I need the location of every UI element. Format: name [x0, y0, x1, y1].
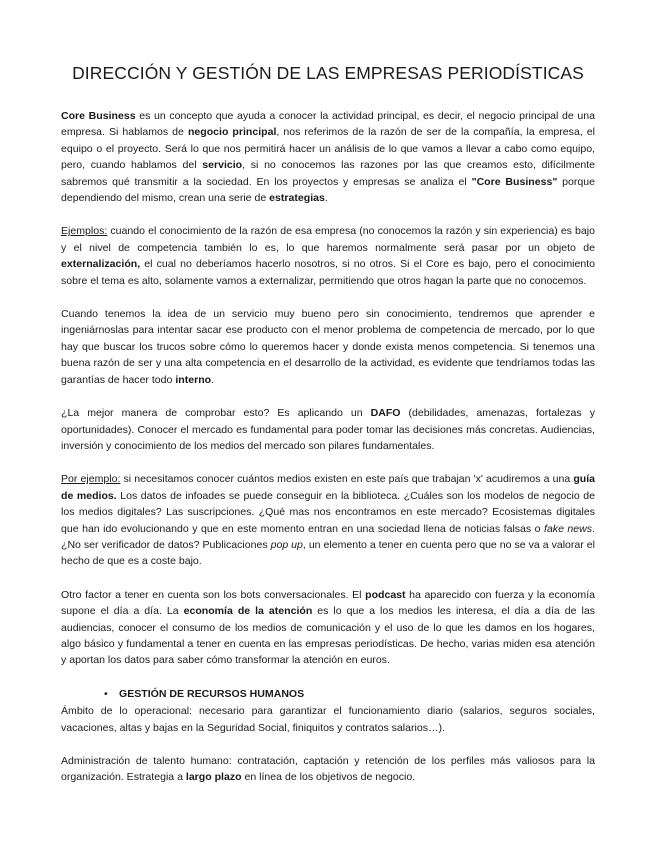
italic-text: pop up — [270, 538, 303, 551]
body-text: ¿La mejor manera de comprobar esto? Es aplicando un — [61, 407, 371, 420]
bold-text: guía de medios. — [61, 473, 595, 502]
body-text: . ¿No ser verificador de datos? Publicaciones — [61, 522, 595, 551]
body-text: . — [211, 373, 215, 386]
body-text: Administración de talento humano: contratación, captación y retención de los perfiles más valiosos para la organización. Estrategia a — [61, 755, 595, 784]
body-text: es un concepto que ayuda a conocer la actividad principal, es decir, el negocio principal de una empresa. Si hablamos de — [61, 110, 595, 139]
bold-text: Core Business — [61, 110, 136, 122]
section-heading-recursos-humanos — [61, 686, 595, 702]
paragraph-ambito-operacional — [61, 703, 595, 736]
paragraph-bots — [61, 587, 595, 669]
paragraph-talento-humano — [61, 753, 595, 786]
bold-text: "Core Business" — [471, 175, 558, 188]
bold-text: largo plazo — [185, 771, 242, 784]
page-title: DIRECCIÓN Y GESTIÓN DE LAS EMPRESAS PERIODÍSTICAS — [72, 63, 584, 83]
paragraph-servicio — [61, 306, 595, 388]
bold-text: negocio principal — [187, 126, 277, 139]
body-text: es lo que a los medios les interesa, el día a día de las audiencias, conocer el consumo de los medios de comunicación y el uso de lo que les damos en los hogares, algo básico y fundamental a tener en cuenta en las empresas periodísticas. De hecho, varias miden esa atención y aportan los datos para saber cómo transformar la atención en euros. — [61, 605, 595, 667]
body-text: Otro factor a tener en cuenta son los bots conversacionales. El — [61, 588, 366, 601]
section-heading-label: GESTIÓN DE RECURSOS HUMANOS — [119, 687, 305, 700]
paragraph-dafo — [61, 405, 595, 454]
body-text: porque dependiendo del mismo, crean una serie de — [61, 175, 595, 205]
underlined-label: Ejemplos: — [61, 225, 108, 238]
body-text: si necesitamos conocer cuántos medios existen en este país que trabajan 'x' acudiremos a una — [120, 473, 574, 486]
bold-text: economía de la atención — [183, 605, 313, 618]
bullet-icon: • — [104, 687, 108, 700]
body-text: , nos referimos de la razón de ser de la compañía, la empresa, el equipo o el proyecto. Será lo que nos permitirá hacer un análisis de lo que vamos a llevar a cabo como equipo, pero, cuando hablamos del — [61, 126, 595, 172]
body-text: cuando el conocimiento de la razón de esa empresa (no conocemos la razón y sin experiencia) es bajo y el nivel de competencia también lo es, lo que haremos normalmente será pasar por un objeto de — [61, 225, 595, 254]
bold-text: estrategias — [269, 192, 325, 205]
body-text: Los datos de infoades se puede conseguir en la biblioteca. ¿Cuáles son los modelos de negocio de los medios digitales? Las suscripciones. ¿Qué mas nos encontramos en este mercado? Ecosistemas digitales que han ido evolucionando y que en este momento entran en una sociedad llena de noticias falsas o — [61, 489, 596, 535]
body-text: . — [324, 192, 328, 205]
body-text: Ámbito de lo operacional: necesario para garantizar el funcionamiento diario (salarios, seguros sociales, vacaciones, altas y bajas en la Seguridad Social, finiquitos y contratos salarios…). — [61, 705, 595, 734]
paragraph-por-ejemplo — [61, 471, 595, 569]
bold-text: externalización, — [61, 258, 141, 271]
body-text: , si no conocemos las razones por las que creamos esto, difícilmente sabremos qué transmitir a la sociedad. En los proyectos y empresas se analiza el — [61, 159, 596, 188]
body-text: Cuando tenemos la idea de un servicio muy bueno pero sin conocimiento, tendremos que aprender e ingeniárnoslas para intentar sacar ese producto con el menor problema de competencia de mercado, por lo que hay que buscar los trucos sobre cómo lo queremos hacer y donde exista menos competencia. Si tenemos una buena razón de ser y una alta competencia en el desarrollo de la actividad, es evidente que tendríamos todas las garantías de hacer todo — [61, 308, 595, 386]
body-text: el cual no deberíamos hacerlo nosotros, si no otros. Si el Core es bajo, pero el conocimiento sobre el tema es alto, solamente vamos a externalizar, permitiendo que otros hagan la parte que no conocemos. — [61, 258, 595, 287]
bold-text: servicio — [202, 159, 243, 172]
bold-text: DAFO — [370, 407, 401, 420]
body-text: (debilidades, amenazas, fortalezas y oportunidades). Conocer el mercado es fundamental para poder tomar las decisiones más concretas. Audiencias, inversión y conocimiento de los medios del mercado son pilares fundamentales. — [61, 407, 595, 452]
body-text: , un elemento a tener en cuenta pero que no se va a valorar el hecho de que es a coste bajo. — [61, 538, 595, 568]
underlined-label: Por ejemplo: — [61, 473, 121, 486]
paragraph-core-business — [61, 108, 595, 206]
bold-text: interno — [175, 373, 212, 386]
italic-text: fake news — [544, 522, 593, 535]
paragraph-ejemplos — [61, 223, 595, 289]
body-text: ha aparecido con fuerza y la economía supone el día a día. La — [61, 588, 595, 618]
bold-text: podcast — [365, 588, 406, 601]
body-text: en línea de los objetivos de negocio. — [241, 771, 416, 784]
